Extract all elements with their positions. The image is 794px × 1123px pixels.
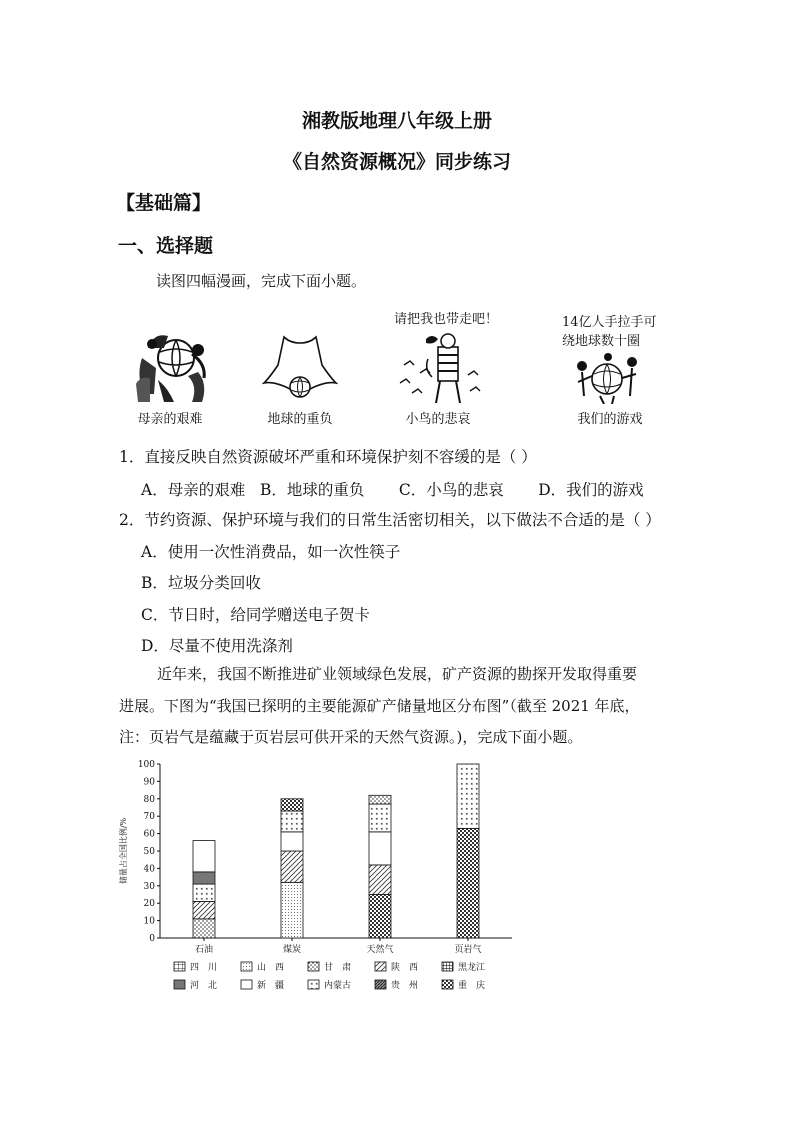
bar-segment (281, 811, 303, 832)
y-tick-label: 100 (137, 760, 155, 770)
bar-segment (369, 795, 391, 804)
legend-label: 贵 州 (391, 981, 419, 991)
bar-segment (369, 865, 391, 895)
legend-swatch (174, 980, 185, 989)
legend-label: 黑龙江 (458, 963, 486, 973)
bar-segment (193, 841, 215, 872)
legend-label: 陕 西 (391, 963, 419, 973)
caption-mother: 母亲的艰难 (137, 412, 203, 427)
y-tick-label: 30 (143, 881, 155, 892)
legend-label: 甘 肃 (324, 963, 352, 973)
legend-label: 重 庆 (458, 981, 486, 991)
question-2-option-c: C．节日时，给同学赠送电子贺卡 (141, 606, 370, 624)
bar-segment (281, 851, 303, 882)
intro2-line2: 进展。下图为“我国已探明的主要能源矿产储量地区分布图”（截至 2021 年底， (119, 697, 640, 715)
question-2-option-a: A．使用一次性消费品，如一次性筷子 (141, 543, 401, 561)
x-tick-label: 天然气 (366, 945, 394, 955)
y-tick-label: 20 (143, 899, 155, 910)
question-2-stem: 2．节约资源、保护环境与我们的日常生活密切相关，以下做法不合适的是（ ） (119, 511, 661, 529)
question-2-option-d: D．尽量不使用洗涤剂 (141, 637, 293, 655)
bar-segment (369, 804, 391, 832)
y-tick-label: 60 (143, 829, 155, 840)
y-tick-label: 80 (143, 794, 155, 805)
section-heading: 【基础篇】 (116, 192, 212, 214)
part-heading: 一、选择题 (118, 235, 214, 257)
energy-reserves-stacked-bar-chart (110, 752, 530, 1002)
legend-label: 内蒙古 (324, 981, 352, 991)
caption-earth-burden: 地球的重负 (267, 412, 333, 427)
legend-swatch (442, 962, 453, 971)
legend-swatch (241, 980, 252, 989)
y-tick-label: 90 (143, 777, 155, 788)
y-axis-label: 储量占全国比例/% (119, 817, 128, 885)
page-title: 湘教版地理八年级上册 (301, 110, 492, 132)
legend-label: 山 西 (257, 963, 285, 973)
caption-bird: 小鸟的悲哀 (405, 412, 471, 427)
bar-segment (193, 901, 215, 918)
caption-game: 我们的游戏 (577, 412, 643, 427)
legend-label: 四 川 (190, 963, 218, 973)
y-tick-label: 40 (143, 864, 155, 875)
question-1-options: A．母亲的艰难 B．地球的重负 C．小鸟的悲哀 D．我们的游戏 (141, 481, 644, 499)
bar-segment (281, 832, 303, 851)
cartoon-mother-illustration (128, 328, 214, 406)
bar-segment (369, 832, 391, 865)
legend-label: 河 北 (190, 981, 218, 991)
legend-swatch (308, 980, 319, 989)
intro2-line1: 近年来，我国不断推进矿业领域绿色发展，矿产资源的勘探开发取得重要 (157, 665, 638, 683)
legend-swatch (308, 962, 319, 971)
legend-swatch (241, 962, 252, 971)
cartoon-earth-burden-illustration (262, 335, 338, 405)
bar-segment (193, 872, 215, 884)
bar-segment (457, 764, 479, 828)
y-tick-label: 10 (143, 916, 155, 927)
y-tick-label: 70 (143, 812, 155, 823)
question-1-stem: 1．直接反映自然资源破坏严重和环境保护刻不容缓的是（ ） (119, 448, 537, 466)
x-tick-label: 页岩气 (454, 945, 482, 955)
legend-label: 新 疆 (257, 981, 285, 991)
page-subtitle: 《自然资源概况》同步练习 (282, 151, 511, 173)
x-tick-label: 煤炭 (282, 945, 302, 955)
intro2-line3: 注：页岩气是蕴藏于页岩层可供开采的天然气资源。)，完成下面小题。 (119, 728, 583, 746)
cartoon-game-bubble-line1: 14亿人手拉手可 (562, 315, 657, 330)
x-tick-label: 石油 (194, 945, 214, 955)
y-tick-label: 50 (143, 847, 155, 857)
y-tick-label: 0 (149, 934, 155, 944)
cartoon-bird-illustration (398, 333, 482, 405)
cartoon-bird-speech-bubble: 请把我也带走吧！ (394, 312, 499, 327)
legend-swatch (375, 962, 386, 971)
legend-swatch (375, 980, 386, 989)
bar-segment (193, 884, 215, 901)
legend-swatch (442, 980, 453, 989)
cartoon-game-illustration (574, 352, 640, 404)
cartoon-game-bubble-line2: 绕地球数十圈 (562, 334, 641, 349)
legend-swatch (174, 962, 185, 971)
bar-segment (281, 882, 303, 938)
bar-segment (193, 919, 215, 938)
bar-segment (369, 895, 391, 939)
bar-segment (281, 799, 303, 811)
question-2-option-b: B．垃圾分类回收 (141, 574, 261, 592)
intro-text-cartoons: 读图四幅漫画，完成下面小题。 (156, 272, 367, 290)
bar-segment (457, 828, 479, 938)
